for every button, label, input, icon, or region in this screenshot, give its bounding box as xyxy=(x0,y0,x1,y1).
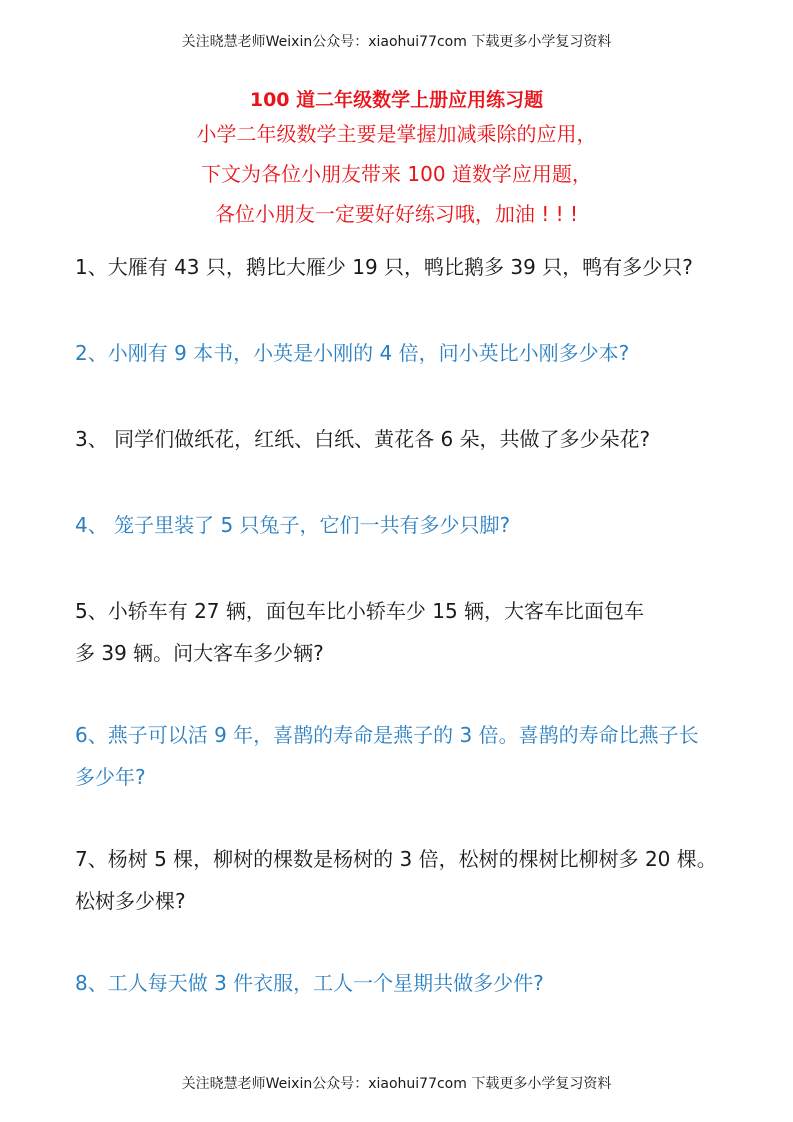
question-5-line-2: 多 39 辆。问大客车多少辆? xyxy=(75,641,324,665)
question-5-line-1: 5、小轿车有 27 辆，面包车比小轿车少 15 辆，大客车比面包车 xyxy=(75,599,645,623)
question-7-line-1: 7、杨树 5 棵，柳树的棵数是杨树的 3 倍，松树的棵树比柳树多 20 棵。 xyxy=(75,847,717,871)
question-3 xyxy=(75,418,755,460)
question-4 xyxy=(75,504,755,546)
question-1 xyxy=(75,246,755,288)
intro-line-1: 小学二年级数学主要是掌握加减乘除的应用， xyxy=(196,122,597,146)
question-1-line-1: 1、大雁有 43 只，鹅比大雁少 19 只，鸭比鹅多 39 只，鸭有多少只? xyxy=(75,255,693,279)
question-2-line-1: 2、小刚有 9 本书，小英是小刚的 4 倍，问小英比小刚多少本? xyxy=(75,341,630,365)
question-6-line-2: 多少年? xyxy=(75,765,146,789)
question-list xyxy=(75,246,755,1048)
question-3-line-1: 3、 同学们做纸花，红纸、白纸、黄花各 6 朵，共做了多少朵花? xyxy=(75,427,651,451)
question-5 xyxy=(75,590,755,674)
question-6-line-1: 6、燕子可以活 9 年，喜鹊的寿命是燕子的 3 倍。喜鹊的寿命比燕子长 xyxy=(75,723,699,747)
intro-line-3: 各位小朋友一定要好好练习哦，加油 ! ! ! xyxy=(214,202,579,226)
title-block xyxy=(0,86,793,234)
document-title: 100 道二年级数学上册应用练习题 xyxy=(249,89,544,111)
question-7 xyxy=(75,838,755,922)
page-footer: 关注晓慧老师Weixin公众号：xiaohui77com 下载更多小学复习资料 xyxy=(181,1076,612,1092)
question-4-line-1: 4、 笼子里装了 5 只兔子，它们一共有多少只脚? xyxy=(75,513,511,537)
question-2 xyxy=(75,332,755,374)
page-header: 关注晓慧老师Weixin公众号：xiaohui77com 下载更多小学复习资料 xyxy=(181,34,612,50)
intro-line-2: 下文为各位小朋友带来 100 道数学应用题， xyxy=(201,162,592,186)
question-6 xyxy=(75,714,755,798)
question-8 xyxy=(75,962,755,1004)
question-8-line-1: 8、工人每天做 3 件衣服，工人一个星期共做多少件? xyxy=(75,971,544,995)
question-7-line-2: 松树多少棵? xyxy=(75,889,186,913)
